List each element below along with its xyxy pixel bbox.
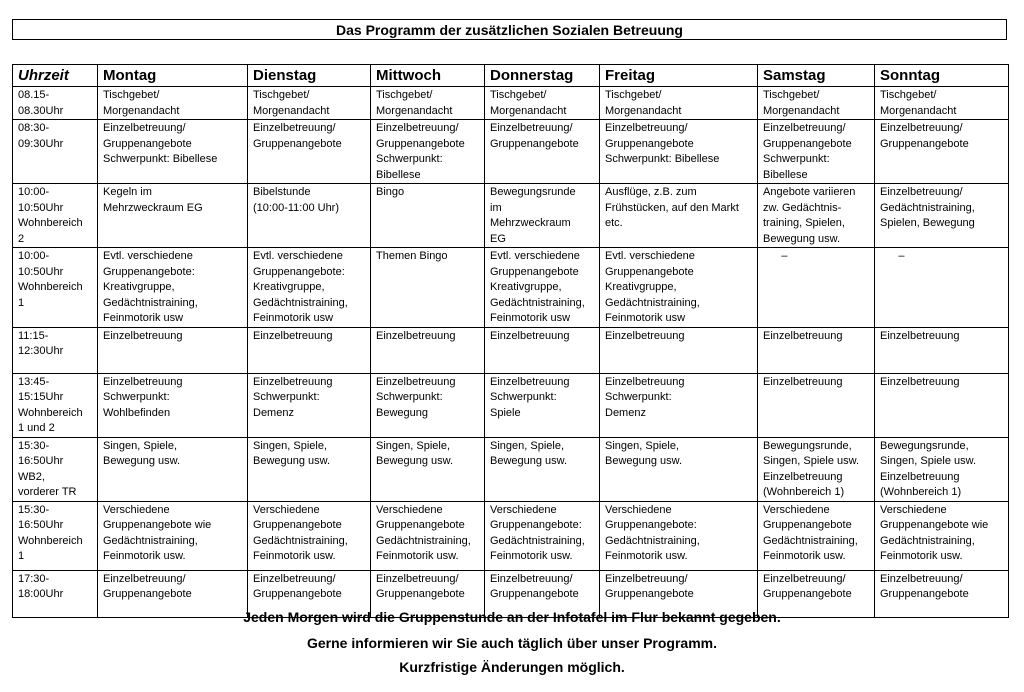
schedule-cell: Angebote variieren zw. Gedächtnis- training, Spielen, Bewegung usw. [758,184,875,248]
header-row [13,65,1009,87]
table-row [13,327,1009,373]
time-cell: 17:30- 18:00Uhr [13,570,98,617]
schedule-cell: Einzelbetreuung/ Gruppenangebote [248,120,371,184]
schedule-cell: Einzelbetreuung Schwerpunkt: Wohlbefinden [98,373,248,437]
footer-line-3: Kurzfristige Änderungen möglich. [399,659,625,675]
schedule-cell: Einzelbetreuung/ Gruppenangebote [371,570,485,617]
schedule-cell: Verschiedene Gruppenangebote wie Gedächtnistraining, Feinmotorik usw. [98,501,248,570]
schedule-cell: Einzelbetreuung/ Gedächtnistraining, Spielen, Bewegung [875,184,1009,248]
header-uhrzeit: Uhrzeit [13,65,98,87]
schedule-cell: Einzelbetreuung [758,327,875,373]
schedule-cell: Evtl. verschiedene Gruppenangebote Kreativgruppe, Gedächtnistraining, Feinmotorik usw [485,248,600,328]
schedule-cell: Tischgebet/ Morgenandacht [485,87,600,120]
table-row [13,120,1009,184]
schedule-cell: Einzelbetreuung/ Gruppenangebote Schwerpunkt: Bibellese [758,120,875,184]
schedule-cell: Einzelbetreuung/ Gruppenangebote [875,570,1009,617]
time-cell: 10:00- 10:50Uhr Wohnbereich 2 [13,184,98,248]
schedule-cell: Verschiedene Gruppenangebote Gedächtnistraining, Feinmotorik usw. [248,501,371,570]
schedule-cell: Singen, Spiele, Bewegung usw. [248,437,371,501]
schedule-cell: Einzelbetreuung [875,327,1009,373]
schedule-table [12,64,1009,618]
time-cell: 15:30- 16:50Uhr WB2, vorderer TR [13,437,98,501]
schedule-cell: Evtl. verschiedene Gruppenangebote: Kreativgruppe, Gedächtnistraining, Feinmotorik usw [98,248,248,328]
table-row [13,87,1009,120]
schedule-cell: Tischgebet/ Morgenandacht [600,87,758,120]
schedule-cell: Einzelbetreuung/ Gruppenangebote [875,120,1009,184]
schedule-cell: Verschiedene Gruppenangebote Gedächtnistraining, Feinmotorik usw. [758,501,875,570]
schedule-cell: Singen, Spiele, Bewegung usw. [371,437,485,501]
schedule-cell: Einzelbetreuung Schwerpunkt: Demenz [600,373,758,437]
schedule-cell: Bewegungsrunde im Mehrzweckraum EG [485,184,600,248]
schedule-cell: Themen Bingo [371,248,485,328]
schedule-cell: Singen, Spiele, Bewegung usw. [98,437,248,501]
header-sonntag: Sonntag [875,65,1009,87]
time-cell: 08:30- 09:30Uhr [13,120,98,184]
schedule-cell: Bingo [371,184,485,248]
schedule-cell: Einzelbetreuung/ Gruppenangebote Schwerpunkt: Bibellese [371,120,485,184]
schedule-cell: Bewegungsrunde, Singen, Spiele usw. Einzelbetreuung (Wohnbereich 1) [875,437,1009,501]
schedule-cell: Einzelbetreuung/ Gruppenangebote [485,570,600,617]
schedule-cell: Ausflüge, z.B. zum Frühstücken, auf den Markt etc. [600,184,758,248]
schedule-cell: Einzelbetreuung [248,327,371,373]
footer-line-2: Gerne informieren wir Sie auch täglich über unser Programm. [307,635,717,651]
schedule-cell: Einzelbetreuung [485,327,600,373]
schedule-cell: – [758,248,875,328]
header-dienstag: Dienstag [248,65,371,87]
schedule-cell: Tischgebet/ Morgenandacht [98,87,248,120]
schedule-cell: Einzelbetreuung Schwerpunkt: Spiele [485,373,600,437]
table-row [13,248,1009,328]
time-cell: 11:15- 12:30Uhr [13,327,98,373]
schedule-cell: Einzelbetreuung/ Gruppenangebote [758,570,875,617]
schedule-cell: Tischgebet/ Morgenandacht [248,87,371,120]
schedule-cell: Verschiedene Gruppenangebote wie Gedächtnistraining, Feinmotorik usw. [875,501,1009,570]
schedule-cell: Tischgebet/ Morgenandacht [371,87,485,120]
schedule-cell: Singen, Spiele, Bewegung usw. [600,437,758,501]
schedule-cell: Einzelbetreuung Schwerpunkt: Demenz [248,373,371,437]
table-row [13,501,1009,570]
schedule-cell: – [875,248,1009,328]
table-row [13,184,1009,248]
schedule-cell: Tischgebet/ Morgenandacht [875,87,1009,120]
time-cell: 08.15- 08.30Uhr [13,87,98,120]
header-donnerstag: Donnerstag [485,65,600,87]
schedule-cell: Einzelbetreuung/ Gruppenangebote [98,570,248,617]
schedule-cell: Bewegungsrunde, Singen, Spiele usw. Einzelbetreuung (Wohnbereich 1) [758,437,875,501]
schedule-cell: Bibelstunde (10:00-11:00 Uhr) [248,184,371,248]
schedule-cell: Einzelbetreuung [875,373,1009,437]
schedule-cell: Singen, Spiele, Bewegung usw. [485,437,600,501]
time-cell: 13:45- 15:15Uhr Wohnbereich 1 und 2 [13,373,98,437]
schedule-cell: Einzelbetreuung/ Gruppenangebote [248,570,371,617]
header-samstag: Samstag [758,65,875,87]
footer-line-1: Jeden Morgen wird die Gruppenstunde an der Infotafel im Flur bekannt gegeben. [243,609,781,625]
schedule-cell: Einzelbetreuung [600,327,758,373]
table-row [13,373,1009,437]
schedule-cell: Verschiedene Gruppenangebote: Gedächtnistraining, Feinmotorik usw. [600,501,758,570]
schedule-cell: Einzelbetreuung [98,327,248,373]
time-cell: 15:30- 16:50Uhr Wohnbereich 1 [13,501,98,570]
schedule-cell: Einzelbetreuung/ Gruppenangebote Schwerpunkt: Bibellese [98,120,248,184]
schedule-cell: Einzelbetreuung [758,373,875,437]
header-freitag: Freitag [600,65,758,87]
header-mittwoch: Mittwoch [371,65,485,87]
schedule-cell: Einzelbetreuung/ Gruppenangebote Schwerpunkt: Bibellese [600,120,758,184]
schedule-cell: Einzelbetreuung/ Gruppenangebote [485,120,600,184]
time-cell: 10:00- 10:50Uhr Wohnbereich 1 [13,248,98,328]
schedule-cell: Kegeln im Mehrzweckraum EG [98,184,248,248]
page-title: Das Programm der zusätzlichen Sozialen Betreuung [12,19,1007,40]
schedule-cell: Einzelbetreuung Schwerpunkt: Bewegung [371,373,485,437]
schedule-cell: Tischgebet/ Morgenandacht [758,87,875,120]
schedule-cell: Verschiedene Gruppenangebote: Gedächtnistraining, Feinmotorik usw. [485,501,600,570]
schedule-cell: Evtl. verschiedene Gruppenangebote Kreativgruppe, Gedächtnistraining, Feinmotorik usw [600,248,758,328]
schedule-cell: Einzelbetreuung [371,327,485,373]
schedule-cell: Verschiedene Gruppenangebote Gedächtnistraining, Feinmotorik usw. [371,501,485,570]
schedule-cell: Evtl. verschiedene Gruppenangebote: Kreativgruppe, Gedächtnistraining, Feinmotorik usw [248,248,371,328]
header-montag: Montag [98,65,248,87]
table-row [13,437,1009,501]
schedule-cell: Einzelbetreuung/ Gruppenangebote [600,570,758,617]
